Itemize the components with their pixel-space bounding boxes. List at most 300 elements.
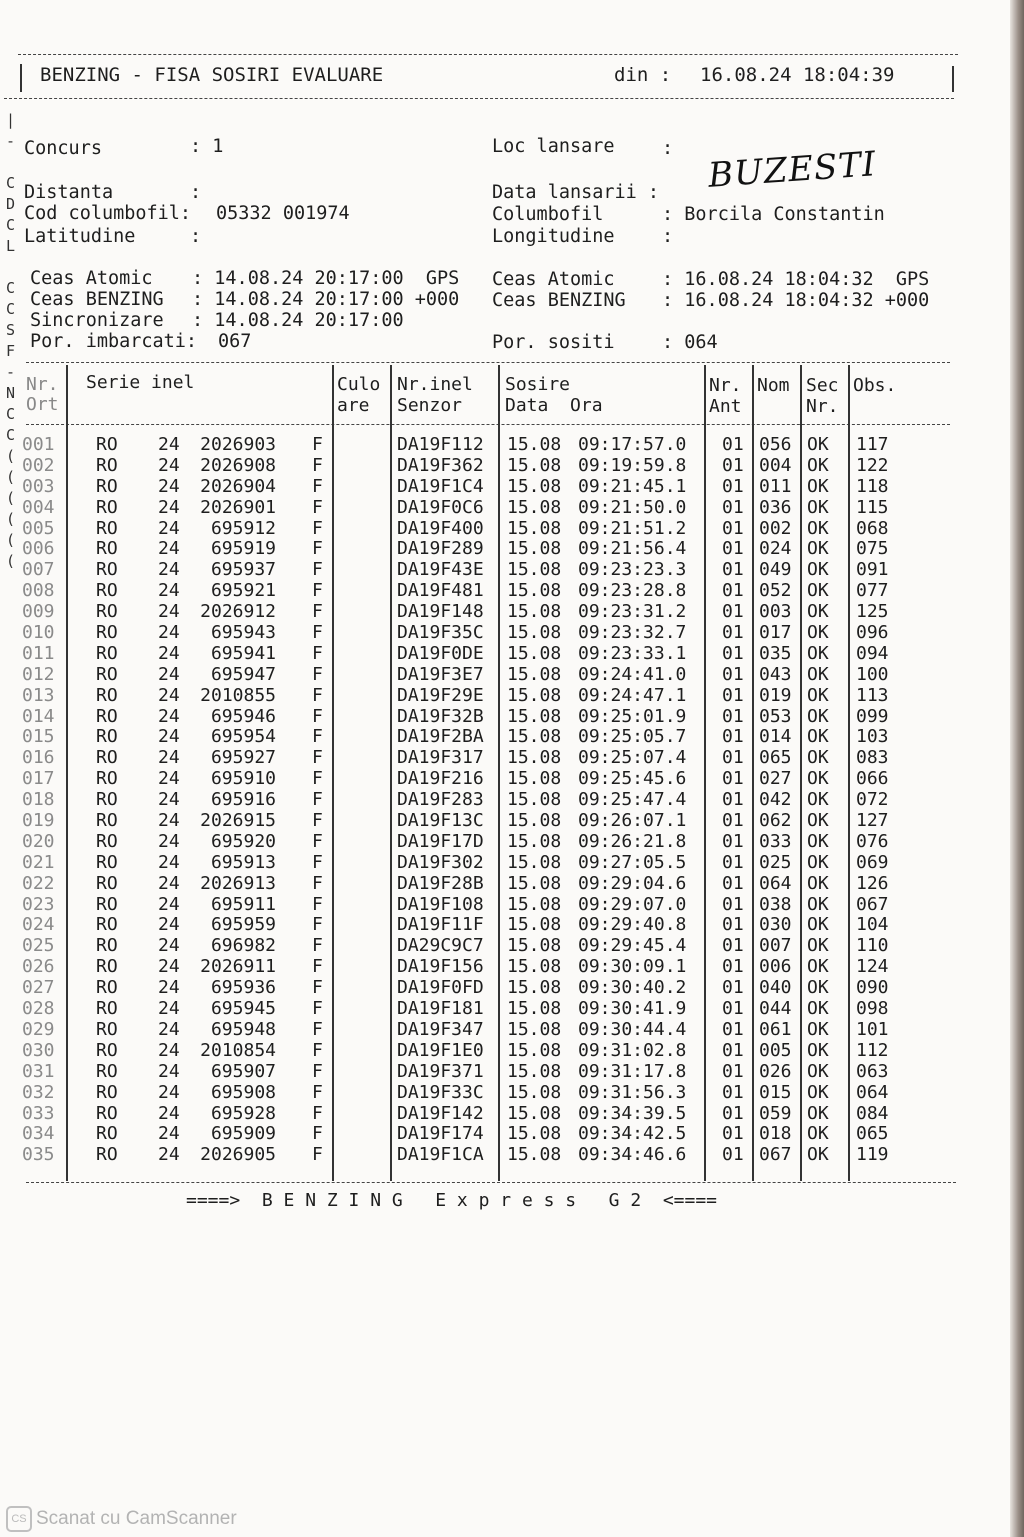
cell-ring-number: 695908 <box>210 1081 276 1103</box>
table-row <box>0 956 1000 977</box>
cell-order-number: 008 <box>22 580 55 602</box>
cell-arrival-date: 15.08 <box>507 789 562 811</box>
cell-sec-status: OK <box>807 747 829 769</box>
cell-country-code: RO <box>96 580 118 602</box>
cell-sensor-ring: DA19F1C4 <box>397 475 484 497</box>
cell-order-number: 010 <box>22 622 55 644</box>
header-inel-senzor-2: Senzor <box>397 395 463 416</box>
cell-ring-year: 24 <box>158 642 180 664</box>
cell-sex: F <box>312 1144 323 1166</box>
cell-ring-number: 695921 <box>210 580 276 602</box>
columbofil-value: : Borcila Constantin <box>662 204 885 225</box>
cell-ring-year: 24 <box>158 768 180 790</box>
cell-arrival-date: 15.08 <box>507 935 562 957</box>
cell-sec-status: OK <box>807 538 829 560</box>
camscanner-watermark <box>6 1506 237 1532</box>
cell-ring-year: 24 <box>158 622 180 644</box>
cod-columbofil-label: Cod columbofil: <box>24 203 192 224</box>
margin-letter: - <box>6 363 16 381</box>
cell-nominated-number: 002 <box>759 517 792 539</box>
cell-arrival-time: 09:23:23.3 <box>578 559 687 581</box>
table-top-border <box>26 362 950 363</box>
cell-ring-number: 695919 <box>210 538 276 560</box>
ceas-atomic-start-value: : 14.08.24 20:17:00 GPS <box>192 268 460 289</box>
cell-sec-status: OK <box>807 914 829 936</box>
report-title: BENZING - FISA SOSIRI EVALUARE <box>40 64 384 86</box>
cell-nominated-number: 059 <box>759 1102 792 1124</box>
cell-sec-status: OK <box>807 998 829 1020</box>
cell-country-code: RO <box>96 789 118 811</box>
margin-letter <box>6 152 22 173</box>
header-obs: Obs. <box>853 375 897 396</box>
cell-antenna-number: 01 <box>722 1144 744 1166</box>
cell-sex: F <box>312 789 323 811</box>
cell-observation: 099 <box>856 705 889 727</box>
cell-ring-number: 2026908 <box>200 454 276 476</box>
cell-sec-status: OK <box>807 601 829 623</box>
margin-letter: ( <box>6 531 16 549</box>
table-row <box>0 643 1000 664</box>
cell-nominated-number: 043 <box>759 663 792 685</box>
cell-country-code: RO <box>96 726 118 748</box>
cell-nominated-number: 042 <box>759 789 792 811</box>
cell-arrival-time: 09:25:05.7 <box>578 726 687 748</box>
cell-arrival-time: 09:31:56.3 <box>578 1081 687 1103</box>
cell-sex: F <box>312 1081 323 1103</box>
cell-ring-year: 24 <box>158 496 180 518</box>
margin-letter: ( <box>6 468 16 486</box>
table-row <box>0 914 1000 935</box>
cell-ring-number: 695959 <box>210 914 276 936</box>
cell-antenna-number: 01 <box>722 851 744 873</box>
cell-sex: F <box>312 475 323 497</box>
cell-sensor-ring: DA19F2BA <box>397 726 484 748</box>
cell-country-code: RO <box>96 851 118 873</box>
porumbei-imbarcati-value: 067 <box>218 331 252 352</box>
cell-arrival-time: 09:25:47.4 <box>578 789 687 811</box>
table-row <box>0 434 1000 455</box>
cell-order-number: 012 <box>22 663 55 685</box>
cell-ring-number: 695920 <box>210 830 276 852</box>
cell-country-code: RO <box>96 601 118 623</box>
cell-observation: 069 <box>856 851 889 873</box>
cell-nominated-number: 018 <box>759 1123 792 1145</box>
cell-arrival-date: 15.08 <box>507 538 562 560</box>
cell-antenna-number: 01 <box>722 705 744 727</box>
cell-sec-status: OK <box>807 475 829 497</box>
cell-sensor-ring: DA19F43E <box>397 559 484 581</box>
table-row <box>0 831 1000 852</box>
cell-sensor-ring: DA19F108 <box>397 893 484 915</box>
cell-antenna-number: 01 <box>722 747 744 769</box>
table-header-separator <box>26 424 950 425</box>
table-row <box>0 601 1000 622</box>
cell-arrival-date: 15.08 <box>507 1018 562 1040</box>
report-date-label: din : <box>614 64 672 86</box>
cell-nominated-number: 011 <box>759 475 792 497</box>
cell-arrival-date: 15.08 <box>507 1102 562 1124</box>
loc-lansare-value: : <box>662 138 674 159</box>
cell-sex: F <box>312 747 323 769</box>
cell-arrival-time: 09:29:04.6 <box>578 872 687 894</box>
header-culoare-2: are <box>337 395 370 416</box>
cell-order-number: 034 <box>22 1123 55 1145</box>
cell-country-code: RO <box>96 810 118 832</box>
cell-ring-year: 24 <box>158 872 180 894</box>
cell-ring-number: 2010854 <box>200 1039 276 1061</box>
cell-sec-status: OK <box>807 726 829 748</box>
cell-observation: 104 <box>856 914 889 936</box>
cell-ring-number: 2010855 <box>200 684 276 706</box>
cell-antenna-number: 01 <box>722 1123 744 1145</box>
cell-nominated-number: 049 <box>759 559 792 581</box>
cell-nominated-number: 038 <box>759 893 792 915</box>
cell-arrival-time: 09:26:07.1 <box>578 810 687 832</box>
cell-sec-status: OK <box>807 893 829 915</box>
cell-arrival-time: 09:34:42.5 <box>578 1123 687 1145</box>
cell-nominated-number: 003 <box>759 601 792 623</box>
cell-sensor-ring: DA19F32B <box>397 705 484 727</box>
cell-observation: 072 <box>856 789 889 811</box>
porumbei-sositi-value: : 064 <box>662 332 718 353</box>
cell-nominated-number: 005 <box>759 1039 792 1061</box>
cell-ring-number: 695954 <box>210 726 276 748</box>
cell-ring-year: 24 <box>158 935 180 957</box>
cell-ring-year: 24 <box>158 851 180 873</box>
table-row <box>0 622 1000 643</box>
margin-letter: ( <box>6 447 16 465</box>
table-row <box>0 518 1000 539</box>
cell-sec-status: OK <box>807 872 829 894</box>
cell-arrival-time: 09:23:28.8 <box>578 580 687 602</box>
cell-sex: F <box>312 1123 323 1145</box>
sincronizare-label: Sincronizare <box>30 310 164 331</box>
cell-order-number: 026 <box>22 956 55 978</box>
longitudine-label: Longitudine <box>492 226 615 247</box>
cell-ring-number: 695928 <box>210 1102 276 1124</box>
cell-ring-number: 695913 <box>210 851 276 873</box>
cell-arrival-date: 15.08 <box>507 622 562 644</box>
cell-sec-status: OK <box>807 977 829 999</box>
table-row <box>0 580 1000 601</box>
cell-sensor-ring: DA19F112 <box>397 434 484 455</box>
header-sec-nr-1: Sec <box>806 375 839 396</box>
cell-sec-status: OK <box>807 810 829 832</box>
table-row <box>0 977 1000 998</box>
cell-sec-status: OK <box>807 1144 829 1166</box>
cell-ring-number: 2026905 <box>200 1144 276 1166</box>
cell-sec-status: OK <box>807 684 829 706</box>
cell-arrival-time: 09:21:45.1 <box>578 475 687 497</box>
cell-observation: 064 <box>856 1081 889 1103</box>
cell-antenna-number: 01 <box>722 642 744 664</box>
cell-antenna-number: 01 <box>722 977 744 999</box>
header-sosire: Sosire <box>505 374 571 395</box>
cell-observation: 063 <box>856 1060 889 1082</box>
cell-country-code: RO <box>96 454 118 476</box>
table-row <box>0 1123 1000 1144</box>
header-nom: Nom <box>757 375 790 396</box>
cell-sensor-ring: DA19F371 <box>397 1060 484 1082</box>
cell-arrival-time: 09:23:31.2 <box>578 601 687 623</box>
cell-sex: F <box>312 496 323 518</box>
cell-sex: F <box>312 434 323 455</box>
cell-sensor-ring: DA19F400 <box>397 517 484 539</box>
cell-nominated-number: 035 <box>759 642 792 664</box>
cell-arrival-time: 09:31:02.8 <box>578 1039 687 1061</box>
header-nr-ort-2: Ort <box>26 394 59 415</box>
columbofil-label: Columbofil <box>492 204 604 225</box>
cell-observation: 113 <box>856 684 889 706</box>
ceas-atomic-end-value: : 16.08.24 18:04:32 GPS <box>662 269 930 290</box>
cell-arrival-date: 15.08 <box>507 977 562 999</box>
cell-antenna-number: 01 <box>722 538 744 560</box>
table-row <box>0 768 1000 789</box>
cell-ring-number: 695937 <box>210 559 276 581</box>
cell-order-number: 003 <box>22 475 55 497</box>
cell-arrival-time: 09:25:01.9 <box>578 705 687 727</box>
cell-sensor-ring: DA19F142 <box>397 1102 484 1124</box>
cell-country-code: RO <box>96 956 118 978</box>
cell-ring-number: 695946 <box>210 705 276 727</box>
table-row <box>0 706 1000 727</box>
cell-antenna-number: 01 <box>722 684 744 706</box>
cell-ring-number: 695943 <box>210 622 276 644</box>
cell-sex: F <box>312 1039 323 1061</box>
cell-sex: F <box>312 977 323 999</box>
header-data-ora: Data Ora <box>505 395 603 416</box>
cell-antenna-number: 01 <box>722 434 744 455</box>
cell-order-number: 025 <box>22 935 55 957</box>
cell-sec-status: OK <box>807 935 829 957</box>
cell-sex: F <box>312 622 323 644</box>
cell-observation: 125 <box>856 601 889 623</box>
cod-columbofil-value: 05332 001974 <box>216 203 350 224</box>
cell-antenna-number: 01 <box>722 1081 744 1103</box>
cell-antenna-number: 01 <box>722 1018 744 1040</box>
cell-ring-year: 24 <box>158 434 180 455</box>
cell-sensor-ring: DA29C9C7 <box>397 935 484 957</box>
cell-arrival-time: 09:24:41.0 <box>578 663 687 685</box>
table-row <box>0 685 1000 706</box>
margin-letter: C <box>6 174 16 192</box>
margin-letter: D <box>6 195 16 213</box>
cell-arrival-date: 15.08 <box>507 1081 562 1103</box>
cell-order-number: 018 <box>22 789 55 811</box>
cell-arrival-date: 15.08 <box>507 559 562 581</box>
cell-antenna-number: 01 <box>722 580 744 602</box>
cell-arrival-date: 15.08 <box>507 705 562 727</box>
header-serie-inel: Serie inel <box>86 372 195 393</box>
table-row <box>0 538 1000 559</box>
cell-observation: 098 <box>856 998 889 1020</box>
cell-country-code: RO <box>96 977 118 999</box>
cell-order-number: 035 <box>22 1144 55 1166</box>
table-row <box>0 726 1000 747</box>
cell-observation: 076 <box>856 830 889 852</box>
cell-order-number: 023 <box>22 893 55 915</box>
cell-ring-year: 24 <box>158 914 180 936</box>
cell-country-code: RO <box>96 998 118 1020</box>
cell-arrival-time: 09:31:17.8 <box>578 1060 687 1082</box>
cell-ring-year: 24 <box>158 684 180 706</box>
cell-sensor-ring: DA19F481 <box>397 580 484 602</box>
cell-country-code: RO <box>96 622 118 644</box>
cell-sec-status: OK <box>807 1102 829 1124</box>
margin-letter: N <box>6 384 16 402</box>
cell-arrival-time: 09:21:56.4 <box>578 538 687 560</box>
cell-arrival-date: 15.08 <box>507 810 562 832</box>
table-row <box>0 998 1000 1019</box>
cell-ring-year: 24 <box>158 538 180 560</box>
cell-ring-year: 24 <box>158 580 180 602</box>
cell-arrival-date: 15.08 <box>507 663 562 685</box>
cell-sensor-ring: DA19F317 <box>397 747 484 769</box>
cell-sec-status: OK <box>807 830 829 852</box>
header-nr-ant-1: Nr. <box>709 375 742 396</box>
cell-sex: F <box>312 642 323 664</box>
cell-country-code: RO <box>96 1102 118 1124</box>
header-bottom-border <box>4 98 954 99</box>
cell-ring-year: 24 <box>158 475 180 497</box>
cell-antenna-number: 01 <box>722 810 744 832</box>
cell-sex: F <box>312 1102 323 1124</box>
cell-sex: F <box>312 538 323 560</box>
ceas-atomic-end-label: Ceas Atomic <box>492 269 615 290</box>
cell-ring-year: 24 <box>158 1123 180 1145</box>
latitudine-label: Latitudine <box>24 226 136 247</box>
cell-order-number: 004 <box>22 496 55 518</box>
table-row <box>0 559 1000 580</box>
cell-antenna-number: 01 <box>722 1102 744 1124</box>
cell-arrival-time: 09:26:21.8 <box>578 830 687 852</box>
cell-nominated-number: 053 <box>759 705 792 727</box>
cell-ring-number: 695911 <box>210 893 276 915</box>
cell-arrival-time: 09:24:47.1 <box>578 684 687 706</box>
cell-sex: F <box>312 810 323 832</box>
cell-sex: F <box>312 580 323 602</box>
cell-nominated-number: 052 <box>759 580 792 602</box>
cell-ring-year: 24 <box>158 601 180 623</box>
cell-arrival-date: 15.08 <box>507 684 562 706</box>
cell-order-number: 031 <box>22 1060 55 1082</box>
cell-sec-status: OK <box>807 496 829 518</box>
cell-antenna-number: 01 <box>722 789 744 811</box>
margin-letter: ( <box>6 552 16 570</box>
cell-observation: 119 <box>856 1144 889 1166</box>
cell-sensor-ring: DA19F347 <box>397 1018 484 1040</box>
cell-order-number: 017 <box>22 768 55 790</box>
cell-order-number: 022 <box>22 872 55 894</box>
cell-antenna-number: 01 <box>722 559 744 581</box>
cell-arrival-date: 15.08 <box>507 642 562 664</box>
cell-arrival-time: 09:30:40.2 <box>578 977 687 999</box>
cell-observation: 122 <box>856 454 889 476</box>
cell-nominated-number: 033 <box>759 830 792 852</box>
cell-country-code: RO <box>96 496 118 518</box>
cell-observation: 066 <box>856 768 889 790</box>
cell-arrival-time: 09:23:32.7 <box>578 622 687 644</box>
cell-arrival-date: 15.08 <box>507 830 562 852</box>
cell-nominated-number: 064 <box>759 872 792 894</box>
cell-sec-status: OK <box>807 705 829 727</box>
cell-order-number: 007 <box>22 559 55 581</box>
table-row <box>0 497 1000 518</box>
cell-arrival-time: 09:30:44.4 <box>578 1018 687 1040</box>
cell-country-code: RO <box>96 1018 118 1040</box>
cell-observation: 101 <box>856 1018 889 1040</box>
cell-arrival-time: 09:30:41.9 <box>578 998 687 1020</box>
cell-ring-year: 24 <box>158 663 180 685</box>
cell-country-code: RO <box>96 1144 118 1166</box>
cell-ring-number: 2026901 <box>200 496 276 518</box>
cell-country-code: RO <box>96 559 118 581</box>
cell-sec-status: OK <box>807 559 829 581</box>
cell-sensor-ring: DA19F156 <box>397 956 484 978</box>
cell-nominated-number: 036 <box>759 496 792 518</box>
cell-observation: 075 <box>856 538 889 560</box>
cell-sec-status: OK <box>807 1018 829 1040</box>
data-lansarii-label: Data lansarii : <box>492 182 660 203</box>
header-nr-ant-2: Ant <box>709 396 742 417</box>
cell-arrival-date: 15.08 <box>507 496 562 518</box>
cell-observation: 094 <box>856 642 889 664</box>
cell-country-code: RO <box>96 684 118 706</box>
cell-sensor-ring: DA19F3E7 <box>397 663 484 685</box>
header-top-border <box>18 54 958 55</box>
cell-arrival-date: 15.08 <box>507 956 562 978</box>
cell-observation: 117 <box>856 434 889 455</box>
margin-letter: L <box>6 237 16 255</box>
cell-sensor-ring: DA19F174 <box>397 1123 484 1145</box>
cell-order-number: 032 <box>22 1081 55 1103</box>
table-row <box>0 1082 1000 1103</box>
cell-antenna-number: 01 <box>722 726 744 748</box>
cell-nominated-number: 004 <box>759 454 792 476</box>
cell-arrival-time: 09:27:05.5 <box>578 851 687 873</box>
table-row <box>0 873 1000 894</box>
cell-observation: 068 <box>856 517 889 539</box>
header-left-border <box>20 64 22 92</box>
cell-order-number: 019 <box>22 810 55 832</box>
cell-sec-status: OK <box>807 1060 829 1082</box>
cell-ring-year: 24 <box>158 1081 180 1103</box>
cell-sensor-ring: DA19F0DE <box>397 642 484 664</box>
cell-ring-number: 695910 <box>210 768 276 790</box>
cell-sec-status: OK <box>807 622 829 644</box>
cell-country-code: RO <box>96 1123 118 1145</box>
cell-nominated-number: 019 <box>759 684 792 706</box>
concurs-value: : 1 <box>190 136 224 157</box>
cell-arrival-date: 15.08 <box>507 517 562 539</box>
cell-sex: F <box>312 684 323 706</box>
sincronizare-value: : 14.08.24 20:17:00 <box>192 310 404 331</box>
longitudine-value: : <box>662 226 674 247</box>
cell-ring-number: 2026911 <box>200 956 276 978</box>
cell-sex: F <box>312 998 323 1020</box>
cell-ring-year: 24 <box>158 747 180 769</box>
cell-observation: 112 <box>856 1039 889 1061</box>
cell-nominated-number: 026 <box>759 1060 792 1082</box>
cell-antenna-number: 01 <box>722 517 744 539</box>
table-row <box>0 1144 1000 1165</box>
cell-order-number: 028 <box>22 998 55 1020</box>
cell-ring-number: 695909 <box>210 1123 276 1145</box>
cell-country-code: RO <box>96 705 118 727</box>
cell-sec-status: OK <box>807 642 829 664</box>
cell-observation: 103 <box>856 726 889 748</box>
cell-order-number: 027 <box>22 977 55 999</box>
